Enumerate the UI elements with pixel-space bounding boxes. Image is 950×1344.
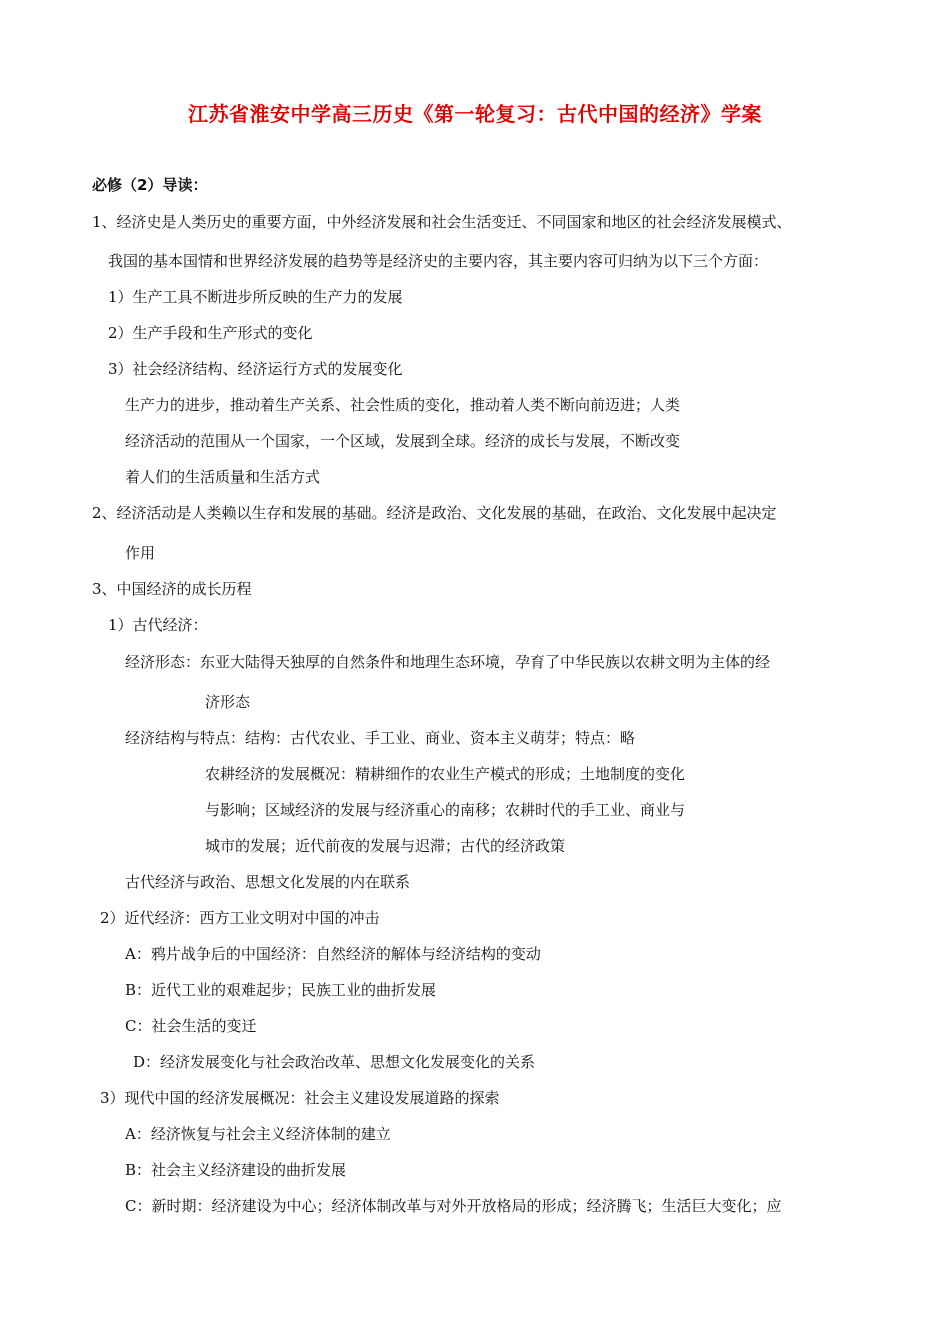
paragraph-line: 济形态	[205, 693, 251, 711]
paragraph-line: 经济结构与特点：结构：古代农业、手工业、商业、资本主义萌芽；特点：略	[125, 729, 636, 747]
paragraph-line: 与影响；区域经济的发展与经济重心的南移；农耕时代的手工业、商业与	[205, 801, 686, 819]
list-item: 3）社会经济结构、经济运行方式的发展变化	[108, 360, 403, 378]
list-item: B：社会主义经济建设的曲折发展	[125, 1161, 347, 1179]
document-title: 江苏省淮安中学高三历史《第一轮复习：古代中国的经济》学案	[188, 102, 762, 126]
paragraph-line: 1、经济史是人类历史的重要方面，中外经济发展和社会生活变迁、不同国家和地区的社会经济发展模式、	[92, 213, 792, 231]
paragraph-line: 城市的发展；近代前夜的发展与迟滞；古代的经济政策	[205, 837, 566, 855]
list-item: C：社会生活的变迁	[125, 1017, 257, 1035]
list-item: C：新时期：经济建设为中心；经济体制改革与对外开放格局的形成；经济腾飞；生活巨大变化；应	[125, 1197, 782, 1215]
paragraph-line: 经济活动的范围从一个国家，一个区域，发展到全球。经济的成长与发展，不断改变	[125, 432, 681, 450]
paragraph-line: 经济形态：东亚大陆得天独厚的自然条件和地理生态环境，孕育了中华民族以农耕文明为主体的经	[125, 653, 771, 671]
paragraph-line: 农耕经济的发展概况：精耕细作的农业生产模式的形成；土地制度的变化	[205, 765, 686, 783]
list-item: 1）古代经济：	[108, 616, 208, 634]
list-item: 1）生产工具不断进步所反映的生产力的发展	[108, 288, 403, 306]
paragraph-line: 2、经济活动是人类赖以生存和发展的基础。经济是政治、文化发展的基础，在政治、文化发展中起决定	[92, 504, 777, 522]
paragraph-line: 着人们的生活质量和生活方式	[125, 468, 321, 486]
list-item: A：鸦片战争后的中国经济：自然经济的解体与经济结构的变动	[125, 945, 541, 963]
list-item: 2）近代经济：西方工业文明对中国的冲击	[100, 909, 380, 927]
list-item: A：经济恢复与社会主义经济体制的建立	[125, 1125, 391, 1143]
list-item: B：近代工业的艰难起步；民族工业的曲折发展	[125, 981, 437, 999]
paragraph-line: 生产力的进步，推动着生产关系、社会性质的变化，推动着人类不断向前迈进；人类	[125, 396, 681, 414]
section-heading: 必修（2）导读：	[92, 176, 208, 194]
paragraph-line: 古代经济与政治、思想文化发展的内在联系	[125, 873, 411, 891]
list-item: D：经济发展变化与社会政治改革、思想文化发展变化的关系	[133, 1053, 536, 1071]
paragraph-line: 作用	[125, 544, 156, 562]
list-item: 2）生产手段和生产形式的变化	[108, 324, 313, 342]
paragraph-line: 3、中国经济的成长历程	[92, 580, 252, 598]
list-item: 3）现代中国的经济发展概况：社会主义建设发展道路的探索	[100, 1089, 500, 1107]
paragraph-line: 我国的基本国情和世界经济发展的趋势等是经济史的主要内容，其主要内容可归纳为以下三个方面：	[108, 252, 769, 270]
